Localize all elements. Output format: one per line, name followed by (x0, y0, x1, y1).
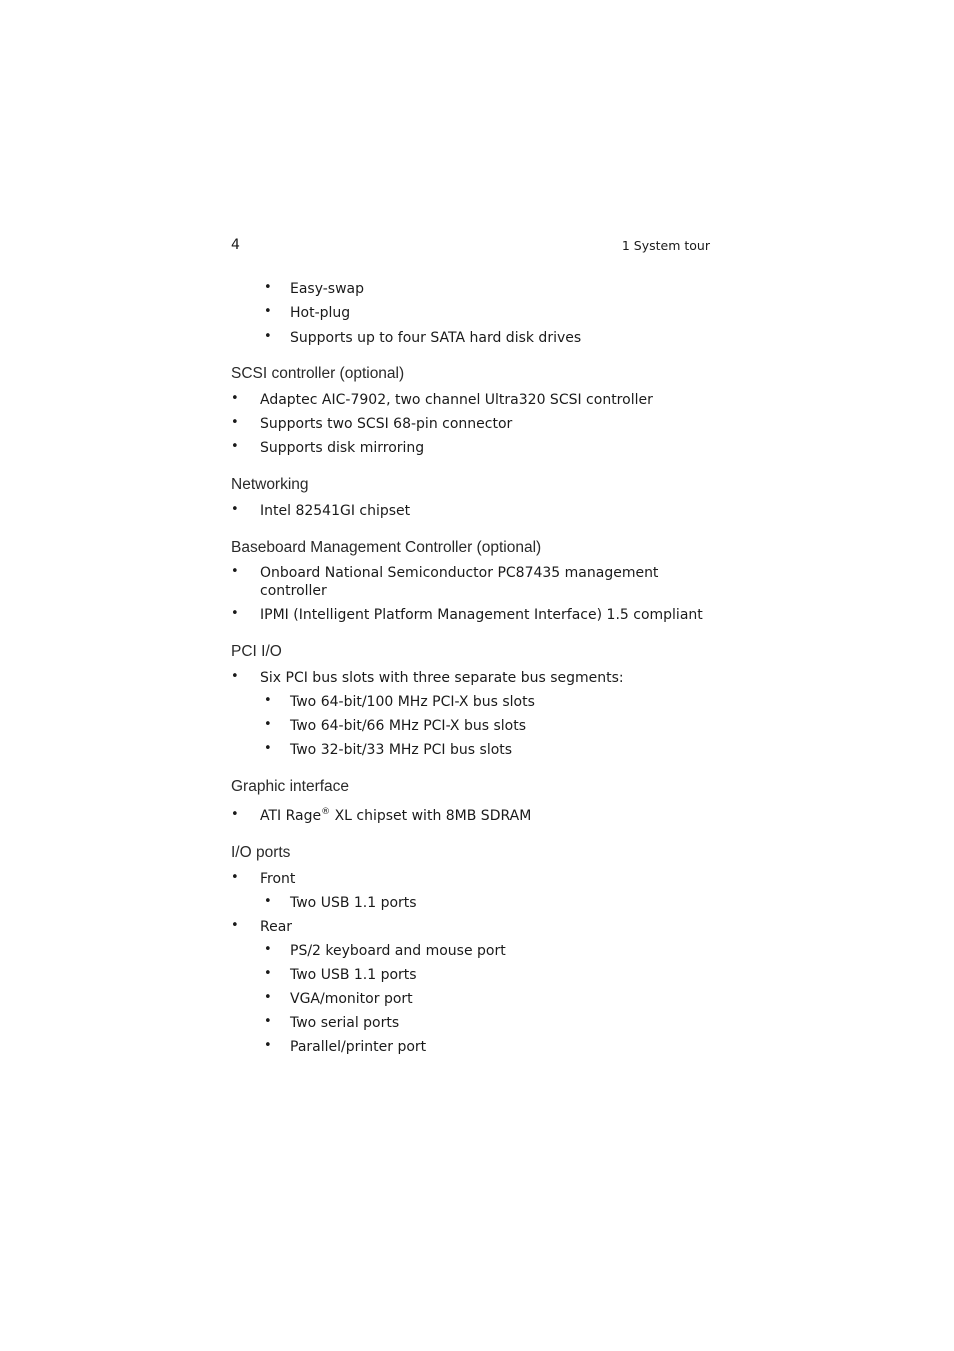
sub-list-item: Parallel/printer port (290, 1039, 427, 1055)
sub-list-item: Two 32-bit/33 MHz PCI bus slots (290, 742, 513, 758)
registered-mark: ® (321, 807, 331, 817)
section-heading-networking: Networking (231, 476, 309, 493)
list-item: Easy-swap (290, 281, 365, 297)
section-heading-graphics: Graphic interface (231, 778, 350, 795)
list-item-line2: controller (260, 583, 327, 599)
list-item: Supports two SCSI 68-pin connector (260, 416, 513, 432)
bullet: • (231, 918, 239, 933)
bullet: • (231, 415, 239, 430)
list-item-line1: Onboard National Semiconductor PC87435 management (260, 565, 659, 581)
graphics-item-text-rest: XL chipset with 8MB SDRAM (330, 808, 532, 824)
bullet: • (231, 502, 239, 517)
bullet: • (264, 1014, 272, 1029)
running-title: 1 System tour (621, 238, 710, 253)
section-heading-io-ports: I/O ports (231, 844, 291, 861)
section-heading-scsi: SCSI controller (optional) (231, 365, 405, 382)
sub-list-item: PS/2 keyboard and mouse port (290, 943, 506, 959)
sub-list-item: Two USB 1.1 ports (290, 895, 417, 911)
list-item: Supports disk mirroring (260, 440, 425, 456)
list-item (260, 807, 531, 825)
list-item: IPMI (Intelligent Platform Management Interface) 1.5 compliant (260, 607, 703, 623)
list-item: Front (260, 871, 296, 887)
bullet: • (264, 966, 272, 981)
bullet: • (231, 870, 239, 885)
sub-list-item: Two 64-bit/66 MHz PCI-X bus slots (290, 718, 526, 734)
list-item: Hot-plug (290, 305, 351, 321)
bullet: • (264, 1038, 272, 1053)
bullet: • (231, 807, 239, 822)
page-number: 4 (231, 237, 240, 253)
section-heading-bmc: Baseboard Management Controller (optional) (231, 539, 542, 556)
bullet: • (264, 942, 272, 957)
bullet: • (231, 606, 239, 621)
bullet: • (264, 990, 272, 1005)
bullet: • (264, 329, 272, 344)
list-item: Supports up to four SATA hard disk drives (290, 330, 582, 346)
list-item: Adaptec AIC-7902, two channel Ultra320 SCSI controller (260, 392, 653, 408)
list-item: Rear (260, 919, 293, 935)
list-item: Six PCI bus slots with three separate bus segments: (260, 670, 624, 686)
bullet: • (264, 894, 272, 909)
sub-list-item: VGA/monitor port (290, 991, 413, 1007)
section-heading-pci: PCI I/O (231, 643, 282, 660)
bullet: • (264, 741, 272, 756)
bullet: • (231, 564, 239, 579)
sub-list-item: Two 64-bit/100 MHz PCI-X bus slots (290, 694, 535, 710)
graphics-item-text: ATI Rage (260, 808, 322, 824)
list-item: Intel 82541GI chipset (260, 503, 411, 519)
bullet: • (264, 280, 272, 295)
sub-list-item: Two USB 1.1 ports (290, 967, 417, 983)
bullet: • (264, 693, 272, 708)
bullet: • (231, 391, 239, 406)
bullet: • (231, 439, 239, 454)
sub-list-item: Two serial ports (290, 1015, 400, 1031)
bullet: • (264, 717, 272, 732)
bullet: • (264, 304, 272, 319)
bullet: • (231, 669, 239, 684)
